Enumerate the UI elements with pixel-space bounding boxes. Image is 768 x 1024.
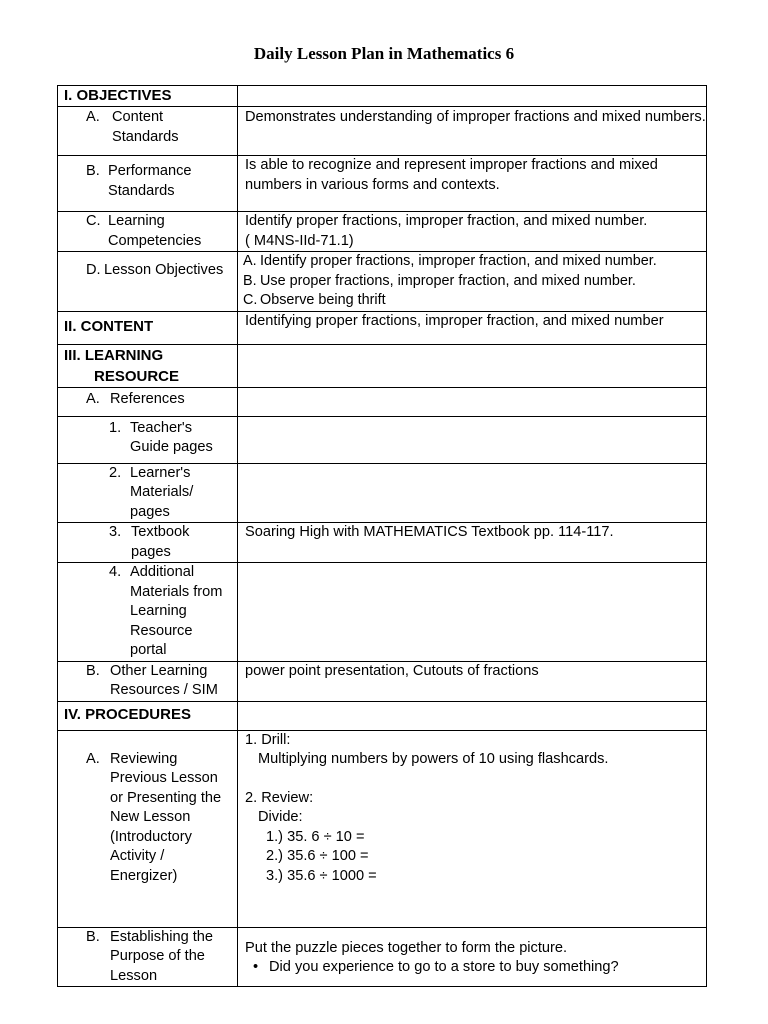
reviewing-value [238, 730, 707, 927]
review-item: 3.) 35.6 ÷ 1000 = [266, 867, 377, 884]
lesson-objectives-list [238, 252, 707, 312]
establishing-value [238, 927, 707, 987]
additional-materials-number: 4. [109, 564, 122, 580]
lesson-objective-text: Use proper fractions, improper fraction, and mixed number. [260, 272, 636, 289]
lesson-objective-item [243, 252, 706, 272]
lesson-objective-marker: C. [243, 292, 258, 308]
procedures-header-row [58, 701, 707, 730]
reviewing-row [58, 730, 707, 927]
reviewing-label: Reviewing Previous Lesson or Presenting the New Lesson (Introductory Activity / Energizer) [110, 750, 222, 884]
other-resources-number: B. [86, 662, 100, 679]
references-row [58, 387, 707, 416]
learning-competencies-label: Learning Competencies [108, 213, 202, 249]
additional-materials-row [58, 563, 707, 662]
learners-materials-label: Learner's Materials/ pages [130, 464, 194, 520]
procedures-heading: IV. PROCEDURES [64, 705, 191, 723]
establishing-bullet-item [245, 958, 706, 978]
lesson-objective-marker: B. [243, 272, 257, 289]
review-item: 1.) 35. 6 ÷ 10 = [266, 828, 365, 845]
resources-heading-line-2: RESOURCE [94, 367, 180, 385]
establishing-number: B. [86, 928, 100, 945]
content-standards-label: Content Standards [112, 109, 179, 145]
other-resources-label: Other Learning Resources / SIM [110, 662, 218, 698]
performance-standards-number: B. [86, 163, 100, 179]
learners-materials-number: 2. [109, 464, 122, 481]
resources-header-row [58, 344, 707, 387]
review-item: 2.) 35.6 ÷ 100 = [266, 848, 369, 864]
additional-materials-label: Additional Materials from Learning Resource portal [130, 564, 223, 658]
lesson-objective-item [243, 291, 706, 311]
learners-materials-value [238, 463, 707, 523]
textbook-number: 3. [109, 524, 122, 540]
lesson-objective-marker: A. [243, 253, 257, 269]
resources-header-value [238, 344, 707, 387]
drill-title: 1. Drill: [245, 731, 291, 748]
learning-competencies-row [58, 212, 707, 252]
review-subtitle: Divide: [258, 809, 303, 825]
objectives-heading: I. OBJECTIVES [64, 87, 172, 104]
content-value: Identifying proper fractions, improper fraction, and mixed number [238, 311, 707, 344]
content-standards-row [58, 107, 707, 156]
learners-materials-row [58, 463, 707, 523]
learning-competencies-line-1: Identify proper fractions, improper fraction, and mixed number. [245, 213, 648, 229]
references-label: References [110, 390, 185, 407]
performance-standards-value: Is able to recognize and represent improper fractions and mixed numbers in various forms and contexts. [238, 156, 707, 212]
learning-competencies-line-2: ( M4NS-IId-71.1) [245, 232, 354, 249]
resources-heading-line-1: III. LEARNING [64, 346, 164, 364]
teachers-guide-value [238, 416, 707, 463]
other-resources-row [58, 661, 707, 701]
teachers-guide-number: 1. [109, 419, 122, 436]
learning-competencies-value [238, 212, 707, 252]
performance-standards-label: Performance Standards [108, 163, 192, 199]
lesson-objectives-label: Lesson Objectives [104, 262, 224, 278]
teachers-guide-row [58, 416, 707, 463]
objectives-header-row [58, 86, 707, 107]
resources-heading [64, 345, 237, 387]
establishing-text: Put the puzzle pieces together to form the picture. [245, 939, 568, 956]
lesson-objective-text: Identify proper fractions, improper fraction, and mixed number. [260, 253, 657, 269]
content-row [58, 311, 707, 344]
establishing-label: Establishing the Purpose of the Lesson [110, 928, 214, 984]
page-title: Daily Lesson Plan in Mathematics 6 [253, 44, 515, 63]
lesson-objective-text: Observe being thrift [260, 292, 386, 308]
references-value [238, 387, 707, 416]
establishing-row [58, 927, 707, 987]
lesson-plan-table [57, 85, 707, 987]
lesson-objectives-number: D. [86, 262, 101, 278]
lesson-objectives-row [58, 252, 707, 312]
additional-materials-value [238, 563, 707, 662]
teachers-guide-label: Teacher's Guide pages [130, 419, 213, 455]
textbook-label: Textbook pages [131, 524, 190, 560]
procedures-header-value [238, 701, 707, 730]
content-standards-number: A. [86, 109, 100, 125]
objectives-header-value [238, 86, 707, 107]
bullet-icon: • [253, 959, 259, 975]
content-standards-value: Demonstrates understanding of improper fractions and mixed numbers. [238, 107, 707, 156]
drill-text: Multiplying numbers by powers of 10 using flashcards. [258, 751, 609, 767]
textbook-value: Soaring High with MATHEMATICS Textbook pp. 114-117. [238, 523, 707, 563]
learning-competencies-number: C. [86, 213, 101, 229]
references-number: A. [86, 390, 100, 407]
review-title: 2. Review: [245, 789, 314, 806]
textbook-row [58, 523, 707, 563]
lesson-objective-item [243, 272, 706, 292]
establishing-bullet-text: Did you experience to go to a store to buy something? [269, 959, 619, 975]
reviewing-number: A. [86, 750, 100, 767]
content-heading: II. CONTENT [64, 317, 154, 335]
other-resources-value: power point presentation, Cutouts of fractions [238, 661, 707, 701]
performance-standards-row [58, 156, 707, 212]
